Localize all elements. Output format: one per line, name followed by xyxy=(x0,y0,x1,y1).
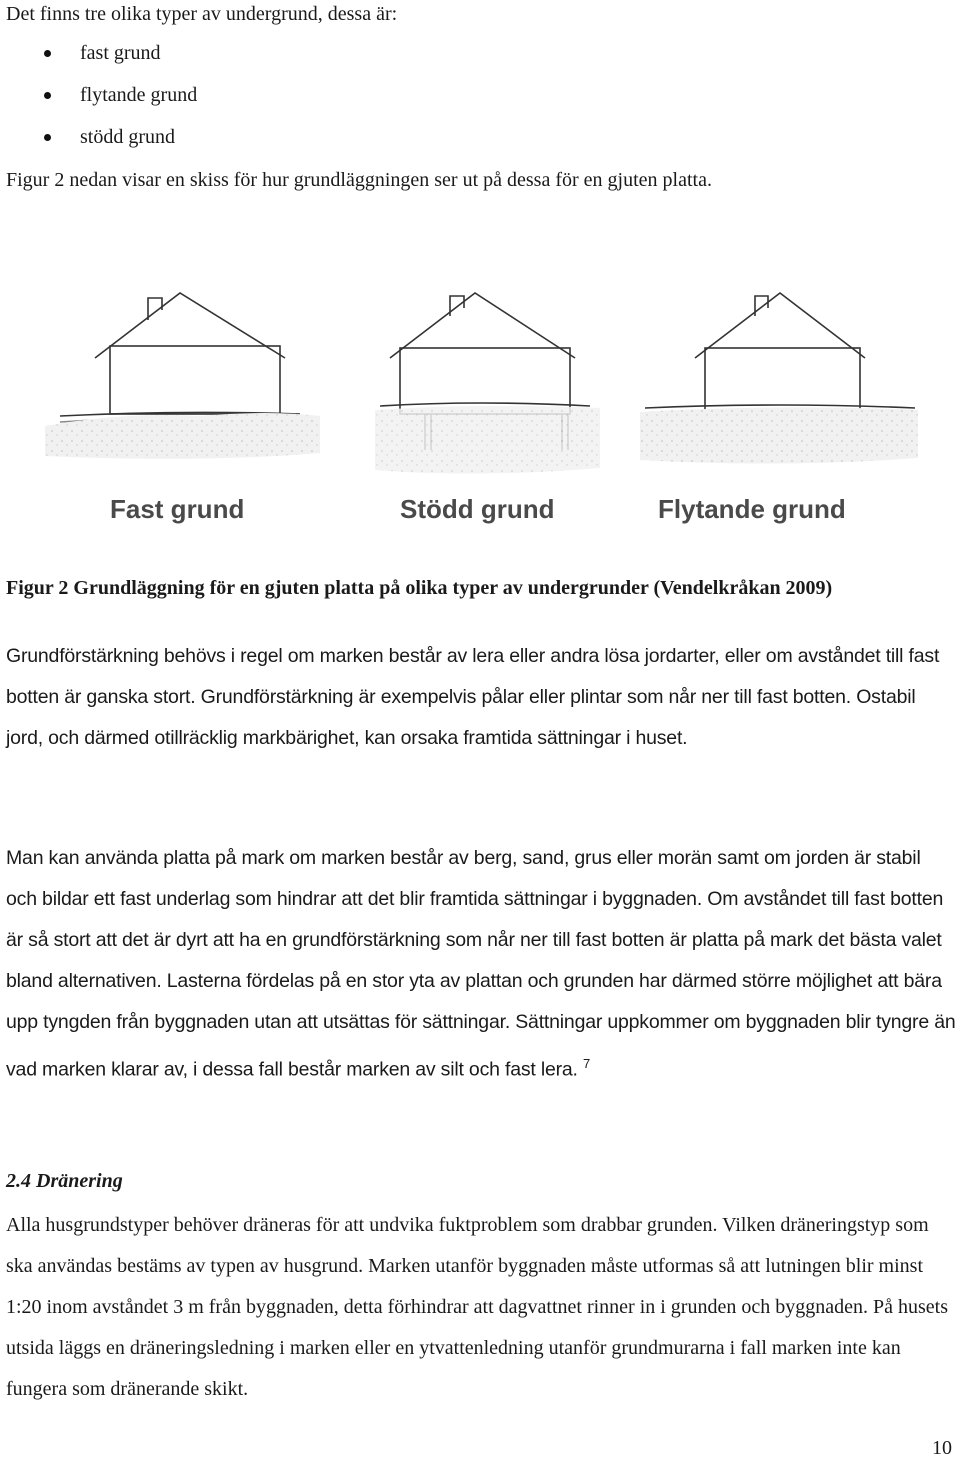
paragraph-grundforstarkning: Grundförstärkning behövs i regel om marken består av lera eller andra lösa jordarter, eller om avståndet till fast botten är ganska stort. Grundförstärkning är exempelvis pålar eller plintar som når ner till fast botten. Ostabil jord, och därmed otillräcklig markbärighet, kan orsaka framtida sättningar i huset. xyxy=(6,645,940,749)
list-item: stödd grund xyxy=(0,122,197,164)
paragraph-platta-pa-mark xyxy=(6,838,956,1091)
figure-reference-text: Figur 2 nedan visar en skiss för hur grundläggningen ser ut på dessa för en gjuten platta. xyxy=(6,169,712,191)
foundation-types-list xyxy=(0,38,197,164)
figure-caption: Figur 2 Grundläggning för en gjuten platta på olika typer av undergrunder (Vendelkråkan 2009) xyxy=(6,577,833,599)
list-item: flytande grund xyxy=(0,80,197,122)
section-heading: 2.4 Dränering xyxy=(6,1170,123,1192)
footnote-reference: 7 xyxy=(582,1056,591,1071)
paragraph-text: Man kan använda platta på mark om marken består av berg, sand, grus eller morän samt om jorden är stabil och bildar ett fast underlag som hindrar att det blir framtida sättningar i byggnaden. Om avståndet till fast botten är så stort att det är dyrt att ha en grundförstärkning som når ner till fast botten är platta på mark det bästa valet bland alternativen. Lasterna fördelas på en stor yta av plattan och grunden har därmed större möjlighet att bära upp tyngden från byggnaden utan att utsättas för sättningar. Sättningar uppkommer om byggnaden blir tyngre än vad marken klarar av, i dessa fall består marken av silt och fast lera. xyxy=(6,847,956,1081)
label-fast-grund: Fast grund xyxy=(110,494,245,524)
intro-text: Det finns tre olika typer av undergrund, dessa är: xyxy=(6,3,398,25)
list-item: fast grund xyxy=(0,38,197,80)
label-flytande-grund: Flytande grund xyxy=(658,494,846,524)
label-stodd-grund: Stödd grund xyxy=(400,494,555,524)
page-number: 10 xyxy=(932,1437,952,1459)
foundation-sketch-figure xyxy=(0,198,960,543)
paragraph-dranering: Alla husgrundstyper behöver dräneras för att undvika fuktproblem som drabbar grunden. Vilken dräneringstyp som ska användas bestäms av typen av husgrund. Marken utanför byggnaden måste utformas så att lutningen blir minst 1:20 inom avståndet 3 m från byggnaden, detta förhindrar att dagvattnet rinner in i grunden och byggnaden. På husets utsida läggs en dräneringsledning i marken eller en ytvattenledning utanför grundmurarna i fall marken inte kan fungera som dränerande skikt. xyxy=(6,1214,948,1400)
